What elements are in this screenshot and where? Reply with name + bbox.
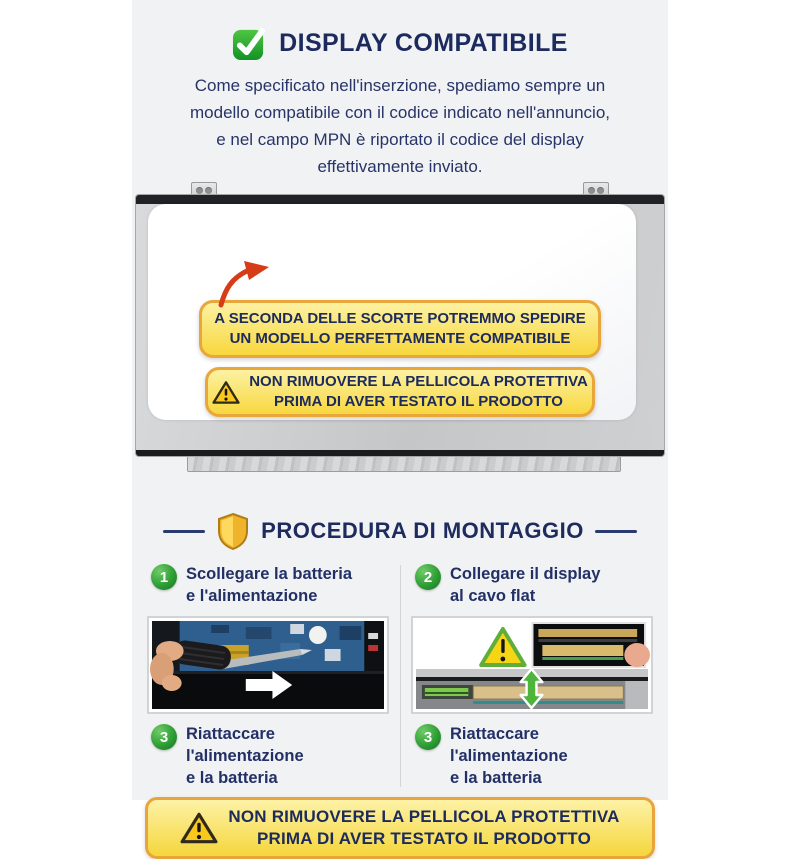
intro-line: effettivamente inviato. bbox=[317, 157, 483, 176]
step-1 bbox=[147, 563, 389, 607]
header bbox=[132, 0, 668, 61]
banner-text: NON RIMUOVERE LA PELLICOLA PROTETTIVA PRIMA DI AVER TESTATO IL PRODOTTO bbox=[228, 807, 620, 848]
intro-paragraph bbox=[132, 72, 668, 180]
warning-triangle-icon bbox=[212, 380, 240, 405]
step-2-label: Collegare il display al cavo flat bbox=[450, 565, 601, 605]
divider-rule-left bbox=[163, 530, 205, 533]
red-arrow-icon bbox=[211, 260, 275, 306]
step-1-badge: 1 bbox=[151, 564, 177, 590]
shield-icon bbox=[216, 512, 250, 550]
connect-flat-cable-photo bbox=[411, 616, 653, 714]
column-divider bbox=[400, 565, 401, 787]
step-3-left-badge: 3 bbox=[151, 724, 177, 750]
intro-line: Come specificato nell'inserzione, spediamo sempre un bbox=[194, 76, 606, 95]
step-3-right-label: Riattaccare l'alimentazione e la batteria bbox=[450, 725, 568, 787]
film-warning-banner bbox=[145, 797, 655, 859]
intro-line: e nel campo MPN è riportato il codice del display bbox=[216, 130, 584, 149]
check-badge-icon bbox=[232, 26, 267, 61]
warning-triangle-icon bbox=[180, 811, 218, 845]
page-title: DISPLAY COMPATIBILE bbox=[279, 29, 568, 57]
connect-flat-cable-illustration bbox=[416, 621, 648, 709]
step-2-badge: 2 bbox=[415, 564, 441, 590]
stock-warning-sticker bbox=[199, 300, 601, 358]
step-1-label: Scollegare la batteria e l'alimentazione bbox=[186, 565, 352, 605]
procedure-header bbox=[132, 512, 668, 550]
panel-top-strip bbox=[136, 195, 664, 204]
sticker-text bbox=[249, 372, 588, 412]
divider-rule-right bbox=[595, 530, 637, 533]
film-warning-sticker bbox=[205, 367, 595, 417]
lcd-panel-photo bbox=[135, 182, 665, 472]
procedure-steps bbox=[147, 563, 653, 789]
procedure-title: PROCEDURA DI MONTAGGIO bbox=[261, 518, 584, 543]
content-column bbox=[132, 0, 668, 848]
sticker-line: A SECONDA DELLE SCORTE POTREMMO SPEDIRE bbox=[214, 310, 586, 327]
sticker-line: NON RIMUOVERE LA PELLICOLA PROTETTIVA bbox=[249, 373, 588, 390]
intro-line: modello compatibile con il codice indicato nell'annuncio, bbox=[190, 103, 610, 122]
step-3-right-badge: 3 bbox=[415, 724, 441, 750]
disconnect-battery-photo bbox=[147, 616, 389, 714]
sticker-line: PRIMA DI AVER TESTATO IL PRODOTTO bbox=[274, 393, 563, 410]
step-2 bbox=[411, 563, 653, 607]
step-3-right bbox=[411, 723, 653, 789]
panel-foil-strip bbox=[187, 455, 621, 472]
panel-bottom-edge bbox=[136, 450, 664, 456]
step-3-left bbox=[147, 723, 389, 789]
step-3-left-label: Riattaccare l'alimentazione e la batteria bbox=[186, 725, 304, 787]
disconnect-battery-illustration bbox=[152, 621, 384, 709]
sticker-line: UN MODELLO PERFETTAMENTE COMPATIBILE bbox=[229, 330, 571, 347]
